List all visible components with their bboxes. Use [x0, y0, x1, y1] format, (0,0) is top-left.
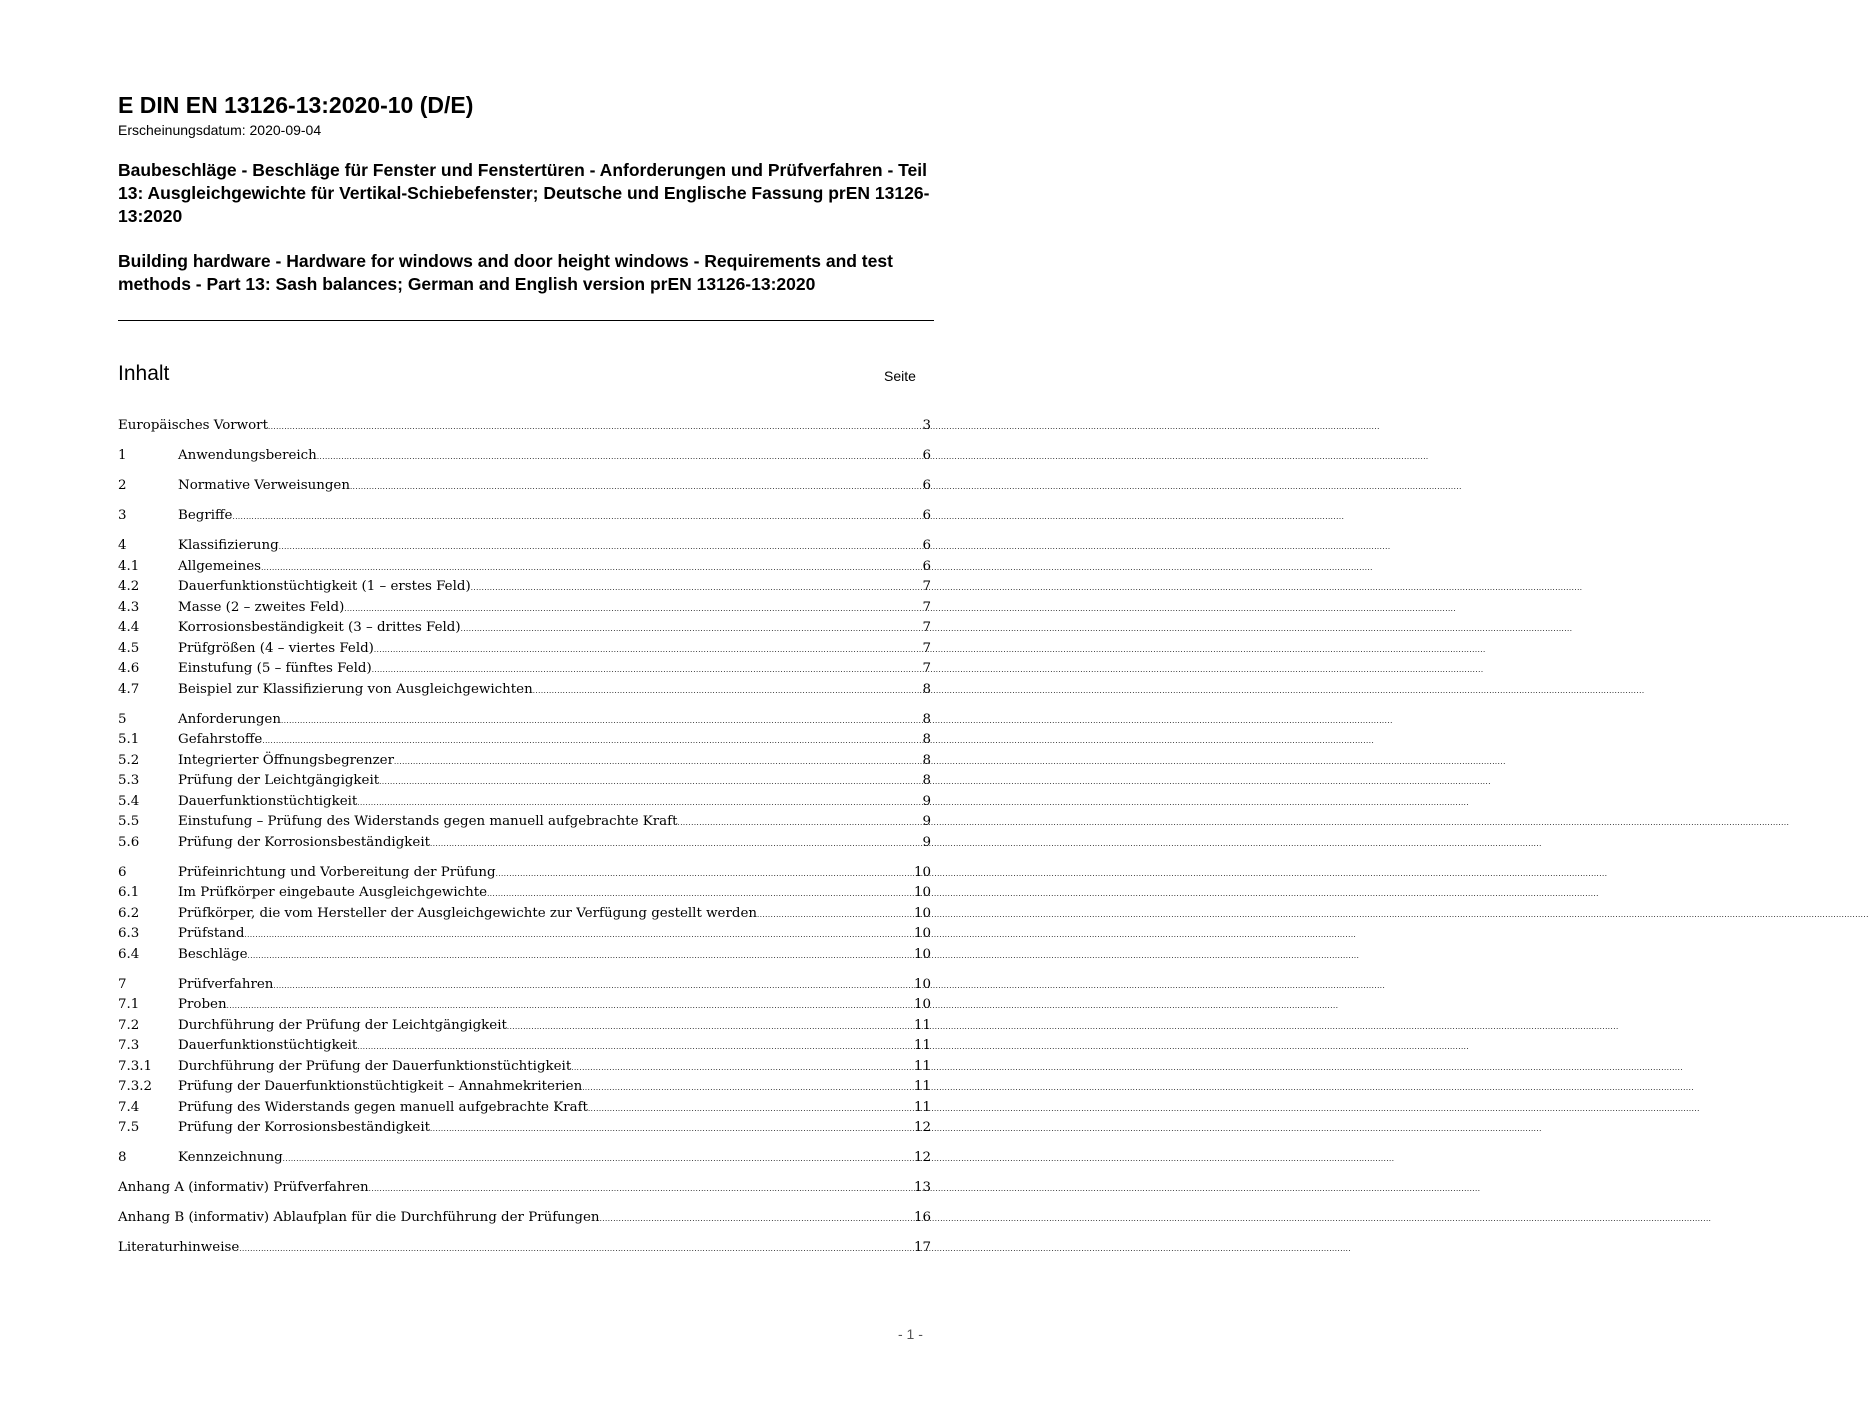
toc-entry-number: 6.1 — [118, 885, 140, 900]
toc-entry-number: 2 — [118, 478, 127, 493]
toc-entry-page: 10 — [913, 976, 931, 992]
toc-entry-title: Anhang B (informativ) Ablaufplan für die Durchführung der Prüfungen — [118, 1210, 600, 1225]
toc-entry-page: 6 — [922, 478, 931, 493]
toc-entry-title: Prüfung der Leichtgängigkeit — [178, 773, 380, 788]
toc-heading: Inhalt — [118, 362, 170, 385]
toc-entry-page: 9 — [922, 814, 931, 829]
toc-entry-number: 4.4 — [118, 620, 140, 635]
toc-entry-leader — [487, 883, 913, 905]
toc-entry-number: 4.2 — [118, 579, 140, 594]
toc-entry-title: Prüfstand — [178, 926, 245, 941]
toc-entry-title: Prüfung der Dauerfunktionstüchtigkeit – Annahmekriterien — [178, 1079, 583, 1094]
toc-entry[interactable] — [118, 639, 931, 660]
toc-entry-page: 10 — [913, 946, 931, 962]
toc-entry-leader — [248, 945, 913, 967]
toc-entry-page: 8 — [922, 732, 931, 747]
toc-entry[interactable] — [118, 883, 931, 904]
toc-entry-page: 6 — [922, 448, 931, 463]
toc-entry-page: 7 — [922, 599, 931, 615]
toc-entry-leader — [273, 975, 913, 997]
table-of-contents — [118, 416, 931, 1259]
toc-entry-leader — [244, 924, 913, 946]
toc-entry-number: 7 — [118, 976, 127, 992]
toc-entry[interactable] — [118, 812, 931, 833]
toc-entry-number: 7.3.2 — [118, 1079, 153, 1094]
toc-entry-leader — [379, 771, 921, 793]
toc-entry[interactable] — [118, 863, 931, 884]
toc-entry[interactable] — [118, 618, 931, 639]
toc-entry-title: Im Prüfkörper eingebaute Ausgleichgewichte — [178, 885, 488, 900]
toc-entry-leader — [227, 995, 913, 1017]
toc-entry[interactable] — [118, 1118, 931, 1139]
toc-entry-leader — [582, 1077, 913, 1099]
toc-entry-leader — [232, 506, 921, 528]
toc-entry-number: 6 — [118, 864, 127, 880]
toc-entry-number: 6.4 — [118, 946, 140, 962]
toc-entry-leader — [261, 557, 921, 579]
toc-entry[interactable] — [118, 557, 931, 578]
toc-entry[interactable] — [118, 710, 931, 731]
toc-entry-page: 8 — [922, 711, 931, 727]
toc-entry-page: 9 — [922, 793, 931, 809]
title-english: Building hardware - Hardware for windows and door height windows - Requirements and test methods - Part 13: Sash balances; German and English version prEN 13126-13:2020 — [118, 251, 893, 294]
toc-entry[interactable] — [118, 1208, 931, 1229]
toc-entry-title: Dauerfunktionstüchtigkeit — [178, 1038, 358, 1053]
toc-entry-title: Korrosionsbeständigkeit (3 – drittes Feld) — [178, 620, 461, 635]
toc-entry-page: 7 — [922, 579, 931, 594]
toc-entry-title: Proben — [178, 997, 227, 1012]
toc-entry-leader — [239, 1238, 913, 1260]
toc-entry-number: 6.2 — [118, 905, 140, 921]
toc-entry-number: 4.5 — [118, 640, 140, 656]
toc-entry-leader — [600, 1208, 913, 1230]
toc-entry-page: 11 — [913, 1099, 931, 1115]
toc-entry-leader — [588, 1098, 913, 1120]
toc-entry[interactable] — [118, 680, 931, 701]
publication-date: Erscheinungsdatum: 2020-09-04 — [118, 122, 322, 138]
toc-entry[interactable] — [118, 792, 931, 813]
toc-entry[interactable] — [118, 833, 931, 854]
toc-entry-number: 4.7 — [118, 681, 140, 697]
toc-entry-leader — [757, 904, 913, 926]
toc-entry-leader — [369, 1178, 913, 1200]
toc-entry[interactable] — [118, 506, 931, 527]
toc-entry-title: Prüfung der Korrosionsbeständigkeit — [178, 834, 430, 850]
toc-entry-leader — [262, 730, 921, 752]
toc-entry-leader — [357, 1036, 913, 1058]
toc-page-column-label: Seite — [884, 368, 916, 384]
toc-entry-page: 7 — [922, 620, 931, 635]
toc-entry-page: 10 — [913, 885, 931, 900]
toc-entry[interactable] — [118, 577, 931, 598]
toc-entry-number: 7.4 — [118, 1099, 140, 1115]
toc-entry[interactable] — [118, 1057, 931, 1078]
toc-entry[interactable] — [118, 975, 931, 996]
document-id: E DIN EN 13126-13:2020-10 (D/E) — [118, 92, 474, 118]
toc-entry-leader — [372, 659, 922, 681]
toc-entry[interactable] — [118, 1178, 931, 1199]
toc-entry-page: 6 — [922, 558, 931, 574]
toc-entry[interactable] — [118, 1238, 931, 1259]
toc-entry-number: 4 — [118, 538, 127, 553]
toc-entry-title: Prüfeinrichtung und Vorbereitung der Prüfung — [178, 864, 496, 880]
toc-entry-leader — [281, 710, 921, 732]
toc-entry-title: Prüfverfahren — [178, 976, 274, 992]
header-divider — [118, 320, 934, 321]
toc-entry-title: Begriffe — [178, 508, 233, 523]
toc-entry-page: 7 — [922, 661, 931, 676]
toc-entry-page: 10 — [913, 864, 931, 880]
toc-entry-number: 4.1 — [118, 558, 140, 574]
toc-entry[interactable] — [118, 904, 931, 925]
toc-entry-number: 6.3 — [118, 926, 140, 941]
toc-entry-number: 7.3.1 — [118, 1058, 153, 1074]
toc-entry-leader — [461, 618, 922, 640]
toc-entry[interactable] — [118, 476, 931, 497]
toc-entry-page: 13 — [913, 1180, 931, 1195]
toc-entry-page: 10 — [913, 905, 931, 921]
toc-entry-title: Allgemeines — [178, 558, 262, 574]
toc-entry-title: Prüfkörper, die vom Hersteller der Ausgleichgewichte zur Verfügung gestellt werden — [178, 905, 757, 921]
toc-entry-number: 7.3 — [118, 1038, 140, 1053]
toc-entry[interactable] — [118, 1077, 931, 1098]
title-german: Baubeschläge - Beschläge für Fenster und Fenstertüren - Anforderungen und Prüfverfahren - Teil 13: Ausgleichgewichte für Vertikal-Schiebefenster; Deutsche und Englische Fassung prEN 13126-13:2020 — [118, 160, 930, 226]
toc-entry-page: 8 — [922, 752, 931, 768]
toc-entry-page: 10 — [913, 997, 931, 1012]
toc-entry-leader — [357, 792, 921, 814]
toc-entry-page: 8 — [922, 773, 931, 788]
toc-entry[interactable] — [118, 751, 931, 772]
toc-entry-page: 9 — [922, 834, 931, 850]
toc-entry[interactable] — [118, 659, 931, 680]
toc-entry-title: Anhang A (informativ) Prüfverfahren — [118, 1180, 369, 1195]
toc-entry[interactable] — [118, 598, 931, 619]
toc-entry-number: 4.6 — [118, 661, 140, 676]
toc-entry-number: 7.1 — [118, 997, 140, 1012]
toc-entry-page: 11 — [913, 1058, 931, 1074]
toc-entry-title: Kennzeichnung — [178, 1150, 283, 1165]
toc-entry-title: Beispiel zur Klassifizierung von Ausgleichgewichten — [178, 681, 533, 697]
toc-entry-title: Anwendungsbereich — [178, 448, 317, 463]
toc-entry[interactable] — [118, 924, 931, 945]
toc-entry-title: Anforderungen — [178, 711, 281, 727]
toc-entry-title: Dauerfunktionstüchtigkeit — [178, 793, 358, 809]
toc-entry-title: Normative Verweisungen — [178, 478, 350, 493]
toc-entry-page: 6 — [922, 508, 931, 523]
toc-entry-leader — [571, 1057, 913, 1079]
toc-entry-title: Masse (2 – zweites Feld) — [178, 599, 345, 615]
toc-entry[interactable] — [118, 416, 931, 437]
toc-entry-number: 5.2 — [118, 752, 140, 768]
toc-entry-number: 8 — [118, 1150, 127, 1165]
toc-entry-number: 3 — [118, 508, 127, 523]
toc-entry-leader — [283, 1148, 913, 1170]
toc-entry[interactable] — [118, 995, 931, 1016]
toc-entry[interactable] — [118, 1016, 931, 1037]
toc-entry-page: 10 — [913, 926, 931, 941]
toc-entry-title: Durchführung der Prüfung der Leichtgängigkeit — [178, 1017, 507, 1033]
toc-entry-title: Literaturhinweise — [118, 1240, 240, 1255]
toc-entry-page: 11 — [913, 1038, 931, 1053]
toc-entry-leader — [677, 812, 921, 834]
toc-entry-title: Integrierter Öffnungsbegrenzer — [178, 752, 394, 768]
toc-entry-title: Durchführung der Prüfung der Dauerfunktionstüchtigkeit — [178, 1058, 572, 1074]
toc-entry-leader — [344, 598, 921, 620]
toc-entry[interactable] — [118, 1148, 931, 1169]
toc-entry-number: 5.6 — [118, 834, 140, 850]
toc-entry-page: 17 — [913, 1240, 931, 1255]
toc-entry[interactable] — [118, 536, 931, 557]
toc-entry-number: 7.5 — [118, 1120, 140, 1135]
toc-entry-leader — [430, 1118, 913, 1140]
toc-entry-leader — [394, 751, 921, 773]
toc-entry-leader — [430, 833, 921, 855]
toc-entry-leader — [471, 577, 922, 599]
toc-entry-number: 4.3 — [118, 599, 140, 615]
toc-entry[interactable] — [118, 945, 931, 966]
toc-entry[interactable] — [118, 771, 931, 792]
toc-entry-leader — [496, 863, 913, 885]
toc-entry-leader — [317, 446, 922, 468]
toc-entry-title: Prüfung des Widerstands gegen manuell aufgebrachte Kraft — [178, 1099, 588, 1115]
toc-entry-title: Prüfgrößen (4 – viertes Feld) — [178, 640, 374, 656]
toc-entry-page: 11 — [913, 1017, 931, 1033]
toc-entry-number: 5.1 — [118, 732, 140, 747]
toc-entry-page: 3 — [922, 418, 931, 433]
toc-entry-page: 11 — [913, 1079, 931, 1094]
toc-entry-number: 5 — [118, 711, 127, 727]
toc-entry-leader — [268, 416, 922, 438]
toc-entry[interactable] — [118, 446, 931, 467]
toc-entry-title: Einstufung – Prüfung des Widerstands gegen manuell aufgebrachte Kraft — [178, 814, 678, 829]
toc-entry-title: Beschläge — [178, 946, 248, 962]
toc-entry[interactable] — [118, 730, 931, 751]
toc-entry-number: 5.3 — [118, 773, 140, 788]
toc-entry[interactable] — [118, 1098, 931, 1119]
toc-entry-leader — [533, 680, 922, 702]
toc-entry[interactable] — [118, 1036, 931, 1057]
toc-entry-page: 7 — [922, 640, 931, 656]
toc-entry-number: 5.5 — [118, 814, 140, 829]
toc-entry-page: 12 — [913, 1120, 931, 1135]
toc-entry-leader — [279, 536, 922, 558]
toc-entry-title: Prüfung der Korrosionsbeständigkeit — [178, 1120, 430, 1135]
toc-entry-number: 5.4 — [118, 793, 140, 809]
toc-entry-leader — [374, 639, 922, 661]
toc-entry-page: 16 — [913, 1210, 931, 1225]
footer-page-number: - 1 - — [898, 1326, 923, 1342]
toc-entry-title: Einstufung (5 – fünftes Feld) — [178, 661, 372, 676]
toc-entry-leader — [507, 1016, 913, 1038]
toc-entry-number: 7.2 — [118, 1017, 140, 1033]
toc-entry-leader — [350, 476, 922, 498]
toc-entry-page: 12 — [913, 1150, 931, 1165]
toc-entry-title: Europäisches Vorwort — [118, 418, 268, 433]
toc-entry-title: Gefahrstoffe — [178, 732, 263, 747]
toc-entry-title: Dauerfunktionstüchtigkeit (1 – erstes Feld) — [178, 579, 471, 594]
toc-entry-page: 6 — [922, 538, 931, 553]
toc-entry-number: 1 — [118, 448, 127, 463]
toc-entry-page: 8 — [922, 681, 931, 697]
toc-entry-title: Klassifizierung — [178, 538, 279, 553]
